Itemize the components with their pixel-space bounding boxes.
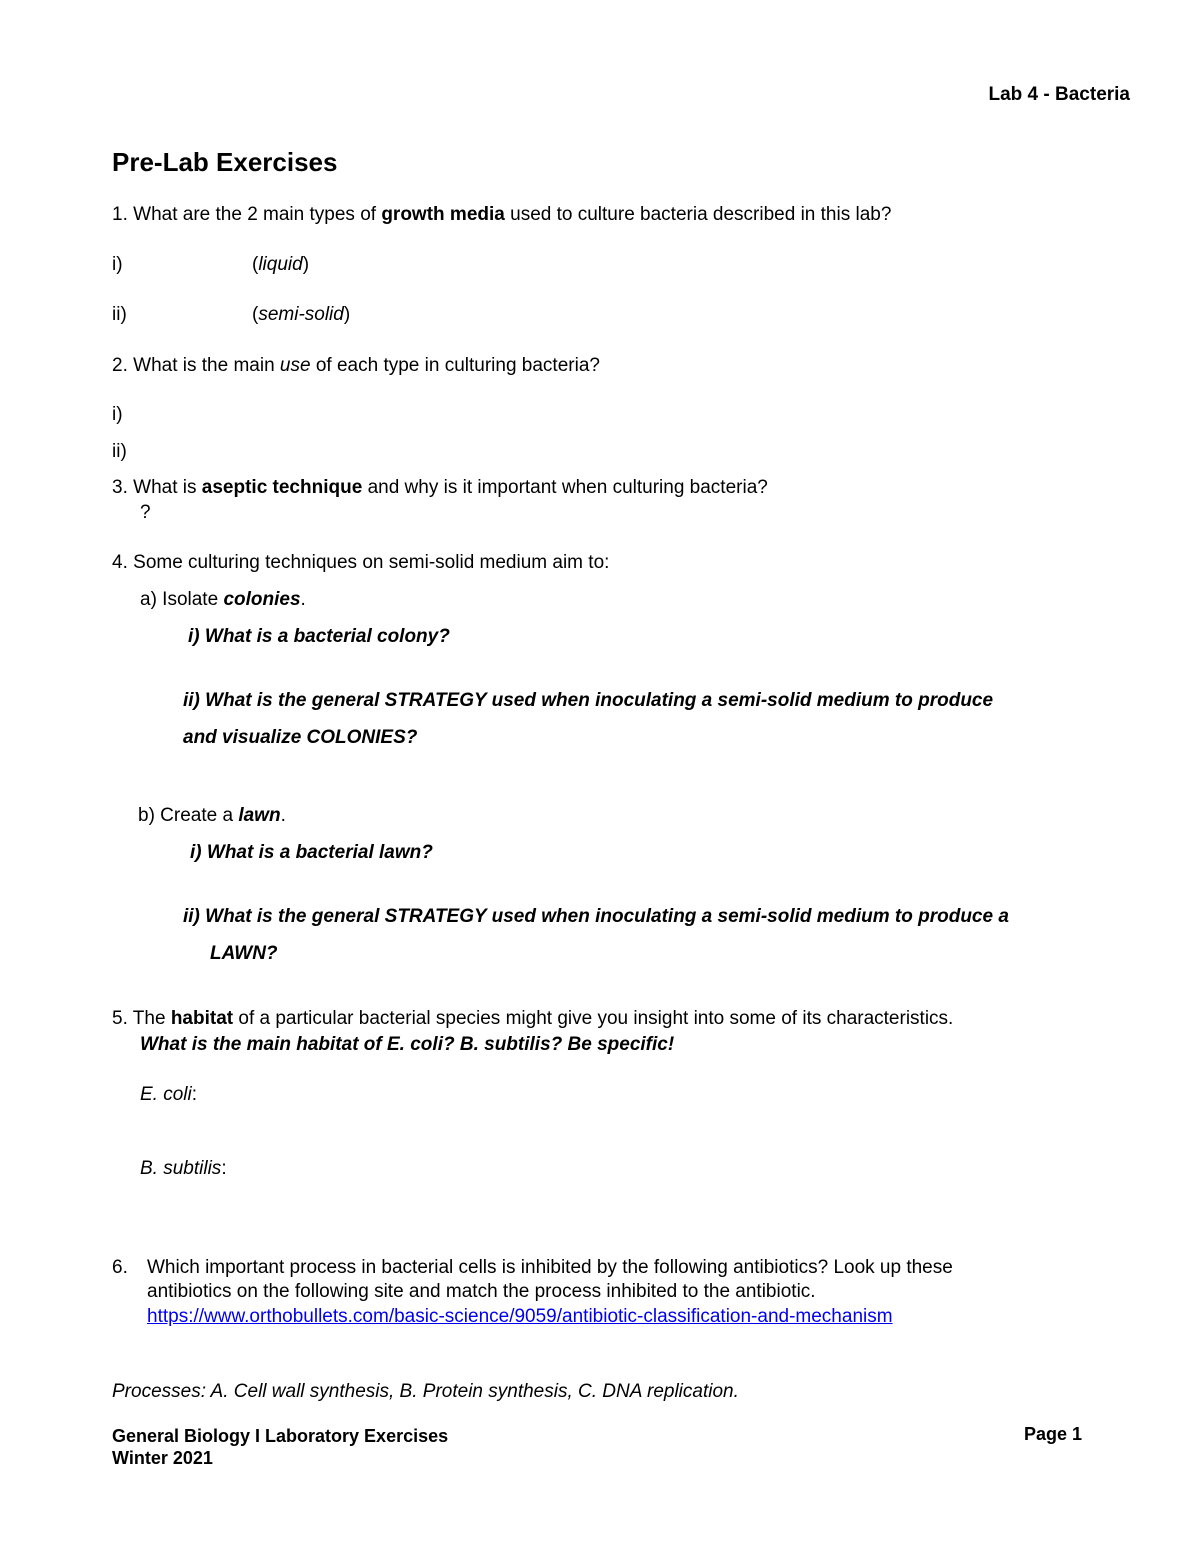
question-text: of a particular bacterial species might give you insight into some of its characteristics. xyxy=(238,1008,954,1029)
answer-label-1-i: i) xyxy=(112,254,123,275)
question-3 xyxy=(112,476,768,500)
question-number: 5. xyxy=(112,1008,128,1029)
question-4 xyxy=(112,551,609,575)
running-header: Lab 4 - Bacteria xyxy=(988,84,1130,105)
question-text: used to culture bacteria described in this lab? xyxy=(510,204,892,225)
footer-term: Winter 2021 xyxy=(112,1448,213,1468)
answer-label-ecoli: E. coli: xyxy=(140,1084,198,1105)
processes-list: Processes: A. Cell wall synthesis, B. Protein synthesis, C. DNA replication. xyxy=(112,1381,739,1402)
question-text: Some culturing techniques on semi-solid medium aim to: xyxy=(133,552,610,573)
question-text: of each type in culturing bacteria? xyxy=(315,355,600,376)
question-text: What is xyxy=(133,477,197,498)
question-4a-i: i) What is a bacterial colony? xyxy=(188,626,450,647)
question-text: The xyxy=(132,1008,166,1029)
question-6-line1: Which important process in bacterial cells is inhibited by the following antibiotics? Look up these xyxy=(147,1257,953,1278)
key-term: aseptic technique xyxy=(201,477,363,498)
question-4b-ii-cont: LAWN? xyxy=(210,943,278,964)
page-number: Page 1 xyxy=(1023,1424,1082,1444)
key-term: growth media xyxy=(381,204,505,225)
key-term: use xyxy=(279,355,311,376)
question-number: 1. xyxy=(112,204,128,225)
question-4a-ii: ii) What is the general STRATEGY used when inoculating a semi-solid medium to produce xyxy=(183,690,994,711)
question-1 xyxy=(112,203,891,227)
question-number-6: 6. xyxy=(112,1257,128,1278)
question-text: and why is it important when culturing bacteria? xyxy=(367,477,768,498)
question-number: 3. xyxy=(112,477,128,498)
question-2 xyxy=(112,354,600,378)
footer-course-title: General Biology I Laboratory Exercises xyxy=(112,1426,449,1446)
question-number: 2. xyxy=(112,355,128,376)
question-5 xyxy=(112,1007,953,1031)
question-text: What is the main xyxy=(133,355,275,376)
question-5-prompt: What is the main habitat of E. coli? B. subtilis? Be specific! xyxy=(140,1034,675,1055)
question-4b-i: i) What is a bacterial lawn? xyxy=(190,842,433,863)
key-term: colonies xyxy=(223,589,301,610)
answer-label-1-ii: ii) xyxy=(112,304,127,325)
question-number: 4. xyxy=(112,552,128,573)
answer-label-bsubtilis: B. subtilis: xyxy=(140,1158,227,1179)
question-4b-ii: ii) What is the general STRATEGY used when inoculating a semi-solid medium to produce a xyxy=(183,906,1009,927)
question-3-extra: ? xyxy=(140,502,151,523)
key-term: lawn xyxy=(238,805,281,826)
antibiotic-reference-link[interactable]: https://www.orthobullets.com/basic-science/9059/antibiotic-classification-and-mechanism xyxy=(147,1306,893,1327)
answer-label-2-i: i) xyxy=(112,404,123,425)
question-4b: b) Create a lawn. xyxy=(138,805,286,826)
page-title: Pre-Lab Exercises xyxy=(112,147,338,177)
answer-label-2-ii: ii) xyxy=(112,441,127,462)
media-type-semi-solid: (semi-solid) xyxy=(252,304,351,325)
key-term: habitat xyxy=(170,1008,234,1029)
media-type-liquid: (liquid) xyxy=(252,254,310,275)
question-4a: a) Isolate colonies. xyxy=(140,589,306,610)
question-6-line2: antibiotics on the following site and match the process inhibited to the antibiotic. xyxy=(147,1281,816,1302)
question-4a-ii-cont: and visualize COLONIES? xyxy=(183,727,418,748)
question-text: What are the 2 main types of xyxy=(133,204,377,225)
